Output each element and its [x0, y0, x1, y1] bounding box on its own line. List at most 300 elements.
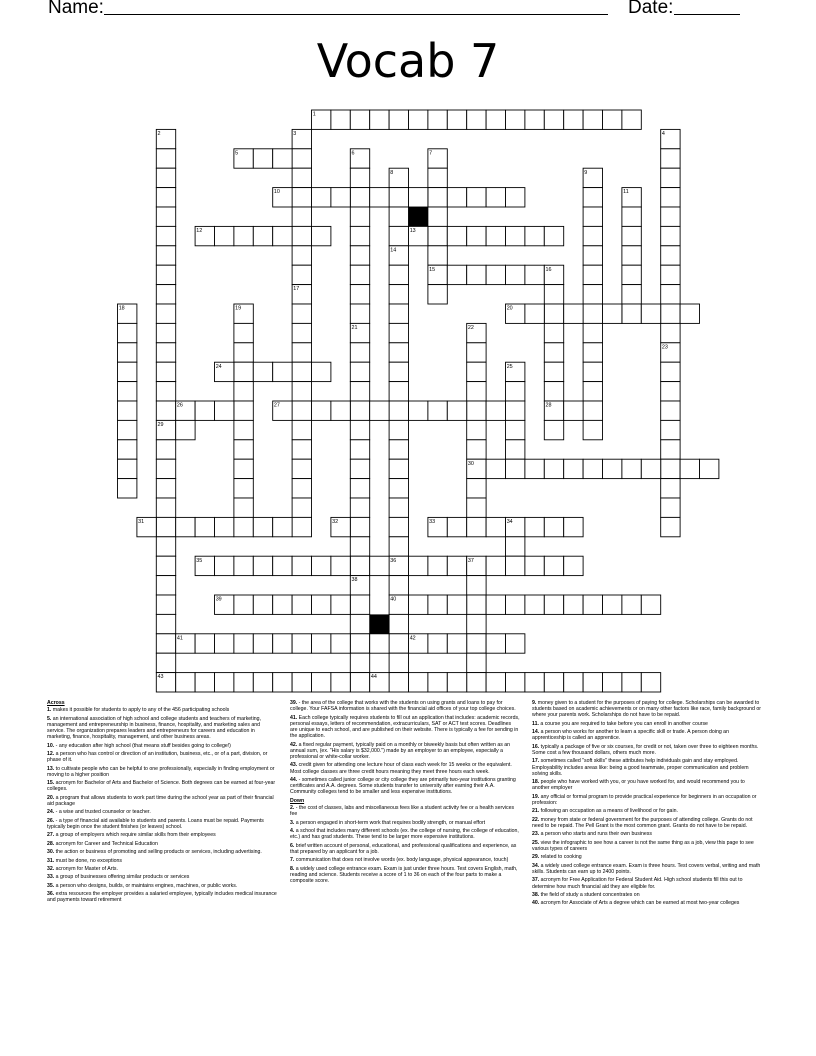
grid-cell[interactable]: [583, 420, 602, 439]
grid-cell[interactable]: [661, 207, 680, 226]
grid-cell[interactable]: [467, 440, 486, 459]
grid-cell[interactable]: [564, 556, 583, 575]
grid-cell[interactable]: [506, 188, 525, 207]
grid-cell[interactable]: [603, 304, 622, 323]
grid-cell[interactable]: [292, 168, 311, 187]
grid-cell[interactable]: [661, 401, 680, 420]
grid-cell[interactable]: [389, 634, 408, 653]
grid-cell[interactable]: [350, 517, 369, 536]
grid-cell[interactable]: [661, 149, 680, 168]
grid-cell[interactable]: [467, 110, 486, 129]
grid-cell[interactable]: [389, 479, 408, 498]
grid-cell[interactable]: [350, 246, 369, 265]
grid-cell[interactable]: [331, 188, 350, 207]
grid-cell[interactable]: [195, 634, 214, 653]
grid-cell[interactable]: [350, 537, 369, 556]
grid-cell[interactable]: [486, 401, 505, 420]
grid-cell[interactable]: [234, 498, 253, 517]
grid-cell[interactable]: [409, 673, 428, 692]
grid-cell[interactable]: [583, 382, 602, 401]
grid-cell[interactable]: [273, 226, 292, 245]
grid-cell[interactable]: [447, 110, 466, 129]
grid-cell[interactable]: [544, 420, 563, 439]
grid-cell[interactable]: [564, 673, 583, 692]
grid-cell[interactable]: [680, 304, 699, 323]
grid-cell[interactable]: [234, 556, 253, 575]
grid-cell[interactable]: [292, 479, 311, 498]
grid-cell[interactable]: [661, 265, 680, 284]
grid-cell[interactable]: [486, 226, 505, 245]
grid-cell[interactable]: [370, 110, 389, 129]
grid-cell[interactable]: [118, 382, 137, 401]
grid-cell[interactable]: [409, 188, 428, 207]
grid-cell[interactable]: [525, 595, 544, 614]
grid-cell[interactable]: [292, 634, 311, 653]
grid-cell[interactable]: [234, 673, 253, 692]
grid-cell[interactable]: [195, 401, 214, 420]
grid-cell[interactable]: [603, 673, 622, 692]
grid-cell[interactable]: [389, 614, 408, 633]
grid-cell[interactable]: [312, 556, 331, 575]
grid-cell[interactable]: [176, 420, 195, 439]
grid-cell[interactable]: [506, 420, 525, 439]
grid-cell[interactable]: [156, 556, 175, 575]
grid-cell[interactable]: [234, 459, 253, 478]
grid-cell[interactable]: [350, 285, 369, 304]
grid-cell[interactable]: [583, 207, 602, 226]
grid-cell[interactable]: [156, 498, 175, 517]
grid-cell[interactable]: [486, 517, 505, 536]
grid-cell[interactable]: [661, 498, 680, 517]
grid-cell[interactable]: [370, 188, 389, 207]
grid-cell[interactable]: [389, 323, 408, 342]
grid-cell[interactable]: [506, 226, 525, 245]
grid-cell[interactable]: [292, 246, 311, 265]
grid-cell[interactable]: [292, 343, 311, 362]
grid-cell[interactable]: [467, 634, 486, 653]
grid-cell[interactable]: [486, 634, 505, 653]
grid-cell[interactable]: [350, 479, 369, 498]
grid-cell[interactable]: [273, 556, 292, 575]
grid-cell[interactable]: [156, 382, 175, 401]
grid-cell[interactable]: [641, 459, 660, 478]
grid-cell[interactable]: [234, 595, 253, 614]
grid-cell[interactable]: [428, 634, 447, 653]
grid-cell[interactable]: [661, 479, 680, 498]
grid-cell[interactable]: [661, 382, 680, 401]
grid-cell[interactable]: [350, 614, 369, 633]
grid-cell[interactable]: [525, 265, 544, 284]
grid-cell[interactable]: [467, 614, 486, 633]
grid-cell[interactable]: [583, 188, 602, 207]
grid-cell[interactable]: [370, 556, 389, 575]
grid-cell[interactable]: [428, 207, 447, 226]
grid-cell[interactable]: [661, 304, 680, 323]
grid-cell[interactable]: [447, 226, 466, 245]
grid-cell[interactable]: [331, 595, 350, 614]
grid-cell[interactable]: [583, 343, 602, 362]
grid-cell[interactable]: [409, 595, 428, 614]
grid-cell[interactable]: [661, 246, 680, 265]
grid-cell[interactable]: [467, 362, 486, 381]
grid-cell[interactable]: [467, 595, 486, 614]
grid-cell[interactable]: [641, 595, 660, 614]
grid-cell[interactable]: [467, 188, 486, 207]
grid-cell[interactable]: [544, 362, 563, 381]
grid-cell[interactable]: [564, 459, 583, 478]
grid-cell[interactable]: [234, 362, 253, 381]
grid-cell[interactable]: [661, 362, 680, 381]
grid-cell[interactable]: [215, 556, 234, 575]
grid-cell[interactable]: [156, 517, 175, 536]
grid-cell[interactable]: [350, 634, 369, 653]
grid-cell[interactable]: [486, 459, 505, 478]
grid-cell[interactable]: [176, 517, 195, 536]
grid-cell[interactable]: [312, 226, 331, 245]
grid-cell[interactable]: [234, 323, 253, 342]
grid-cell[interactable]: [234, 382, 253, 401]
grid-cell[interactable]: [118, 459, 137, 478]
grid-cell[interactable]: [603, 595, 622, 614]
grid-cell[interactable]: [506, 556, 525, 575]
grid-cell[interactable]: [428, 168, 447, 187]
grid-cell[interactable]: [486, 595, 505, 614]
grid-cell[interactable]: [312, 362, 331, 381]
grid-cell[interactable]: [292, 459, 311, 478]
grid-cell[interactable]: [467, 226, 486, 245]
grid-cell[interactable]: [118, 420, 137, 439]
grid-cell[interactable]: [428, 401, 447, 420]
grid-cell[interactable]: [467, 498, 486, 517]
grid-cell[interactable]: [195, 673, 214, 692]
grid-cell[interactable]: [622, 265, 641, 284]
grid-cell[interactable]: [564, 110, 583, 129]
grid-cell[interactable]: [331, 634, 350, 653]
grid-cell[interactable]: [428, 673, 447, 692]
grid-cell[interactable]: [350, 498, 369, 517]
grid-cell[interactable]: [292, 401, 311, 420]
grid-cell[interactable]: [156, 595, 175, 614]
grid-cell[interactable]: [156, 207, 175, 226]
grid-cell[interactable]: [544, 110, 563, 129]
grid-cell[interactable]: [564, 304, 583, 323]
grid-cell[interactable]: [486, 188, 505, 207]
grid-cell[interactable]: [273, 362, 292, 381]
grid-cell[interactable]: [370, 401, 389, 420]
grid-cell[interactable]: [389, 673, 408, 692]
grid-cell[interactable]: [583, 110, 602, 129]
grid-cell[interactable]: [544, 285, 563, 304]
grid-cell[interactable]: [583, 265, 602, 284]
grid-cell[interactable]: [544, 343, 563, 362]
grid-cell[interactable]: [525, 226, 544, 245]
grid-cell[interactable]: [234, 479, 253, 498]
grid-cell[interactable]: [234, 634, 253, 653]
grid-cell[interactable]: [118, 401, 137, 420]
grid-cell[interactable]: [661, 168, 680, 187]
grid-cell[interactable]: [661, 517, 680, 536]
grid-cell[interactable]: [583, 246, 602, 265]
grid-cell[interactable]: [661, 285, 680, 304]
grid-cell[interactable]: [525, 459, 544, 478]
grid-cell[interactable]: [215, 517, 234, 536]
grid-cell[interactable]: [156, 265, 175, 284]
grid-cell[interactable]: [583, 673, 602, 692]
grid-cell[interactable]: [525, 673, 544, 692]
grid-cell[interactable]: [292, 420, 311, 439]
grid-cell[interactable]: [583, 362, 602, 381]
grid-cell[interactable]: [292, 595, 311, 614]
grid-cell[interactable]: [564, 517, 583, 536]
grid-cell[interactable]: [428, 595, 447, 614]
grid-cell[interactable]: [331, 673, 350, 692]
grid-cell[interactable]: [350, 382, 369, 401]
grid-cell[interactable]: [661, 188, 680, 207]
grid-cell[interactable]: [118, 362, 137, 381]
grid-cell[interactable]: [292, 188, 311, 207]
grid-cell[interactable]: [215, 226, 234, 245]
grid-cell[interactable]: [350, 343, 369, 362]
grid-cell[interactable]: [506, 459, 525, 478]
grid-cell[interactable]: [544, 304, 563, 323]
grid-cell[interactable]: [467, 401, 486, 420]
grid-cell[interactable]: [234, 420, 253, 439]
grid-cell[interactable]: [292, 207, 311, 226]
grid-cell[interactable]: [544, 673, 563, 692]
grid-cell[interactable]: [176, 673, 195, 692]
grid-cell[interactable]: [622, 246, 641, 265]
grid-cell[interactable]: [506, 265, 525, 284]
grid-cell[interactable]: [389, 537, 408, 556]
grid-cell[interactable]: [350, 304, 369, 323]
grid-cell[interactable]: [389, 226, 408, 245]
grid-cell[interactable]: [156, 246, 175, 265]
grid-cell[interactable]: [350, 459, 369, 478]
grid-cell[interactable]: [525, 304, 544, 323]
grid-cell[interactable]: [118, 323, 137, 342]
grid-cell[interactable]: [253, 595, 272, 614]
grid-cell[interactable]: [389, 304, 408, 323]
grid-cell[interactable]: [312, 188, 331, 207]
grid-cell[interactable]: [622, 285, 641, 304]
grid-cell[interactable]: [622, 673, 641, 692]
grid-cell[interactable]: [292, 440, 311, 459]
grid-cell[interactable]: [156, 634, 175, 653]
grid-cell[interactable]: [486, 673, 505, 692]
grid-cell[interactable]: [273, 595, 292, 614]
grid-cell[interactable]: [253, 556, 272, 575]
grid-cell[interactable]: [234, 226, 253, 245]
grid-cell[interactable]: [467, 673, 486, 692]
grid-cell[interactable]: [447, 188, 466, 207]
grid-cell[interactable]: [156, 188, 175, 207]
grid-cell[interactable]: [350, 556, 369, 575]
grid-cell[interactable]: [544, 517, 563, 536]
grid-cell[interactable]: [428, 246, 447, 265]
grid-cell[interactable]: [447, 401, 466, 420]
grid-cell[interactable]: [486, 110, 505, 129]
grid-cell[interactable]: [583, 401, 602, 420]
grid-cell[interactable]: [583, 285, 602, 304]
grid-cell[interactable]: [622, 110, 641, 129]
grid-cell[interactable]: [195, 517, 214, 536]
grid-cell[interactable]: [292, 673, 311, 692]
grid-cell[interactable]: [350, 188, 369, 207]
grid-cell[interactable]: [661, 226, 680, 245]
grid-cell[interactable]: [156, 304, 175, 323]
grid-cell[interactable]: [156, 537, 175, 556]
grid-cell[interactable]: [292, 323, 311, 342]
grid-cell[interactable]: [389, 382, 408, 401]
grid-cell[interactable]: [641, 304, 660, 323]
grid-cell[interactable]: [215, 634, 234, 653]
grid-cell[interactable]: [156, 459, 175, 478]
grid-cell[interactable]: [641, 673, 660, 692]
grid-cell[interactable]: [447, 556, 466, 575]
grid-cell[interactable]: [506, 537, 525, 556]
grid-cell[interactable]: [273, 634, 292, 653]
grid-cell[interactable]: [447, 634, 466, 653]
grid-cell[interactable]: [389, 517, 408, 536]
grid-cell[interactable]: [583, 459, 602, 478]
grid-cell[interactable]: [156, 168, 175, 187]
grid-cell[interactable]: [525, 110, 544, 129]
grid-cell[interactable]: [467, 517, 486, 536]
grid-cell[interactable]: [506, 634, 525, 653]
grid-cell[interactable]: [447, 673, 466, 692]
grid-cell[interactable]: [156, 614, 175, 633]
grid-cell[interactable]: [312, 401, 331, 420]
grid-cell[interactable]: [215, 673, 234, 692]
grid-cell[interactable]: [389, 110, 408, 129]
grid-cell[interactable]: [428, 556, 447, 575]
grid-cell[interactable]: [467, 479, 486, 498]
grid-cell[interactable]: [467, 653, 486, 672]
grid-cell[interactable]: [544, 595, 563, 614]
grid-cell[interactable]: [156, 285, 175, 304]
grid-cell[interactable]: [273, 673, 292, 692]
grid-cell[interactable]: [350, 110, 369, 129]
grid-cell[interactable]: [350, 401, 369, 420]
grid-cell[interactable]: [292, 149, 311, 168]
grid-cell[interactable]: [292, 556, 311, 575]
grid-cell[interactable]: [156, 440, 175, 459]
grid-cell[interactable]: [234, 440, 253, 459]
grid-cell[interactable]: [622, 226, 641, 245]
grid-cell[interactable]: [156, 576, 175, 595]
grid-cell[interactable]: [350, 207, 369, 226]
grid-cell[interactable]: [156, 226, 175, 245]
grid-cell[interactable]: [680, 459, 699, 478]
grid-cell[interactable]: [525, 556, 544, 575]
grid-cell[interactable]: [447, 265, 466, 284]
grid-cell[interactable]: [350, 226, 369, 245]
grid-cell[interactable]: [350, 420, 369, 439]
grid-cell[interactable]: [215, 401, 234, 420]
grid-cell[interactable]: [292, 498, 311, 517]
grid-cell[interactable]: [700, 459, 719, 478]
grid-cell[interactable]: [253, 362, 272, 381]
grid-cell[interactable]: [603, 459, 622, 478]
grid-cell[interactable]: [525, 517, 544, 536]
grid-cell[interactable]: [253, 517, 272, 536]
grid-cell[interactable]: [583, 226, 602, 245]
grid-cell[interactable]: [253, 226, 272, 245]
grid-cell[interactable]: [292, 382, 311, 401]
grid-cell[interactable]: [544, 556, 563, 575]
grid-cell[interactable]: [292, 226, 311, 245]
grid-cell[interactable]: [312, 673, 331, 692]
grid-cell[interactable]: [389, 653, 408, 672]
grid-cell[interactable]: [428, 110, 447, 129]
grid-cell[interactable]: [370, 634, 389, 653]
grid-cell[interactable]: [156, 653, 175, 672]
grid-cell[interactable]: [583, 304, 602, 323]
grid-cell[interactable]: [156, 401, 175, 420]
grid-cell[interactable]: [622, 304, 641, 323]
grid-cell[interactable]: [389, 401, 408, 420]
grid-cell[interactable]: [331, 401, 350, 420]
grid-cell[interactable]: [331, 556, 350, 575]
grid-cell[interactable]: [389, 459, 408, 478]
grid-cell[interactable]: [428, 226, 447, 245]
grid-cell[interactable]: [544, 459, 563, 478]
grid-cell[interactable]: [234, 517, 253, 536]
grid-cell[interactable]: [312, 595, 331, 614]
grid-cell[interactable]: [467, 382, 486, 401]
grid-cell[interactable]: [350, 265, 369, 284]
grid-cell[interactable]: [234, 343, 253, 362]
grid-cell[interactable]: [118, 440, 137, 459]
grid-cell[interactable]: [409, 110, 428, 129]
grid-cell[interactable]: [350, 595, 369, 614]
grid-cell[interactable]: [506, 401, 525, 420]
grid-cell[interactable]: [486, 556, 505, 575]
grid-cell[interactable]: [506, 595, 525, 614]
grid-cell[interactable]: [312, 634, 331, 653]
grid-cell[interactable]: [603, 110, 622, 129]
grid-cell[interactable]: [409, 401, 428, 420]
grid-cell[interactable]: [661, 440, 680, 459]
grid-cell[interactable]: [467, 420, 486, 439]
grid-cell[interactable]: [583, 595, 602, 614]
grid-cell[interactable]: [389, 362, 408, 381]
grid-cell[interactable]: [428, 188, 447, 207]
grid-cell[interactable]: [350, 653, 369, 672]
grid-cell[interactable]: [234, 401, 253, 420]
grid-cell[interactable]: [544, 382, 563, 401]
grid-cell[interactable]: [253, 149, 272, 168]
grid-cell[interactable]: [622, 595, 641, 614]
grid-cell[interactable]: [389, 420, 408, 439]
grid-cell[interactable]: [118, 343, 137, 362]
grid-cell[interactable]: [156, 343, 175, 362]
grid-cell[interactable]: [447, 517, 466, 536]
grid-cell[interactable]: [273, 149, 292, 168]
grid-cell[interactable]: [564, 595, 583, 614]
grid-cell[interactable]: [428, 285, 447, 304]
grid-cell[interactable]: [118, 479, 137, 498]
grid-cell[interactable]: [467, 343, 486, 362]
grid-cell[interactable]: [661, 323, 680, 342]
grid-cell[interactable]: [156, 479, 175, 498]
grid-cell[interactable]: [506, 440, 525, 459]
grid-cell[interactable]: [389, 207, 408, 226]
grid-cell[interactable]: [564, 401, 583, 420]
grid-cell[interactable]: [273, 517, 292, 536]
grid-cell[interactable]: [506, 673, 525, 692]
grid-cell[interactable]: [389, 576, 408, 595]
